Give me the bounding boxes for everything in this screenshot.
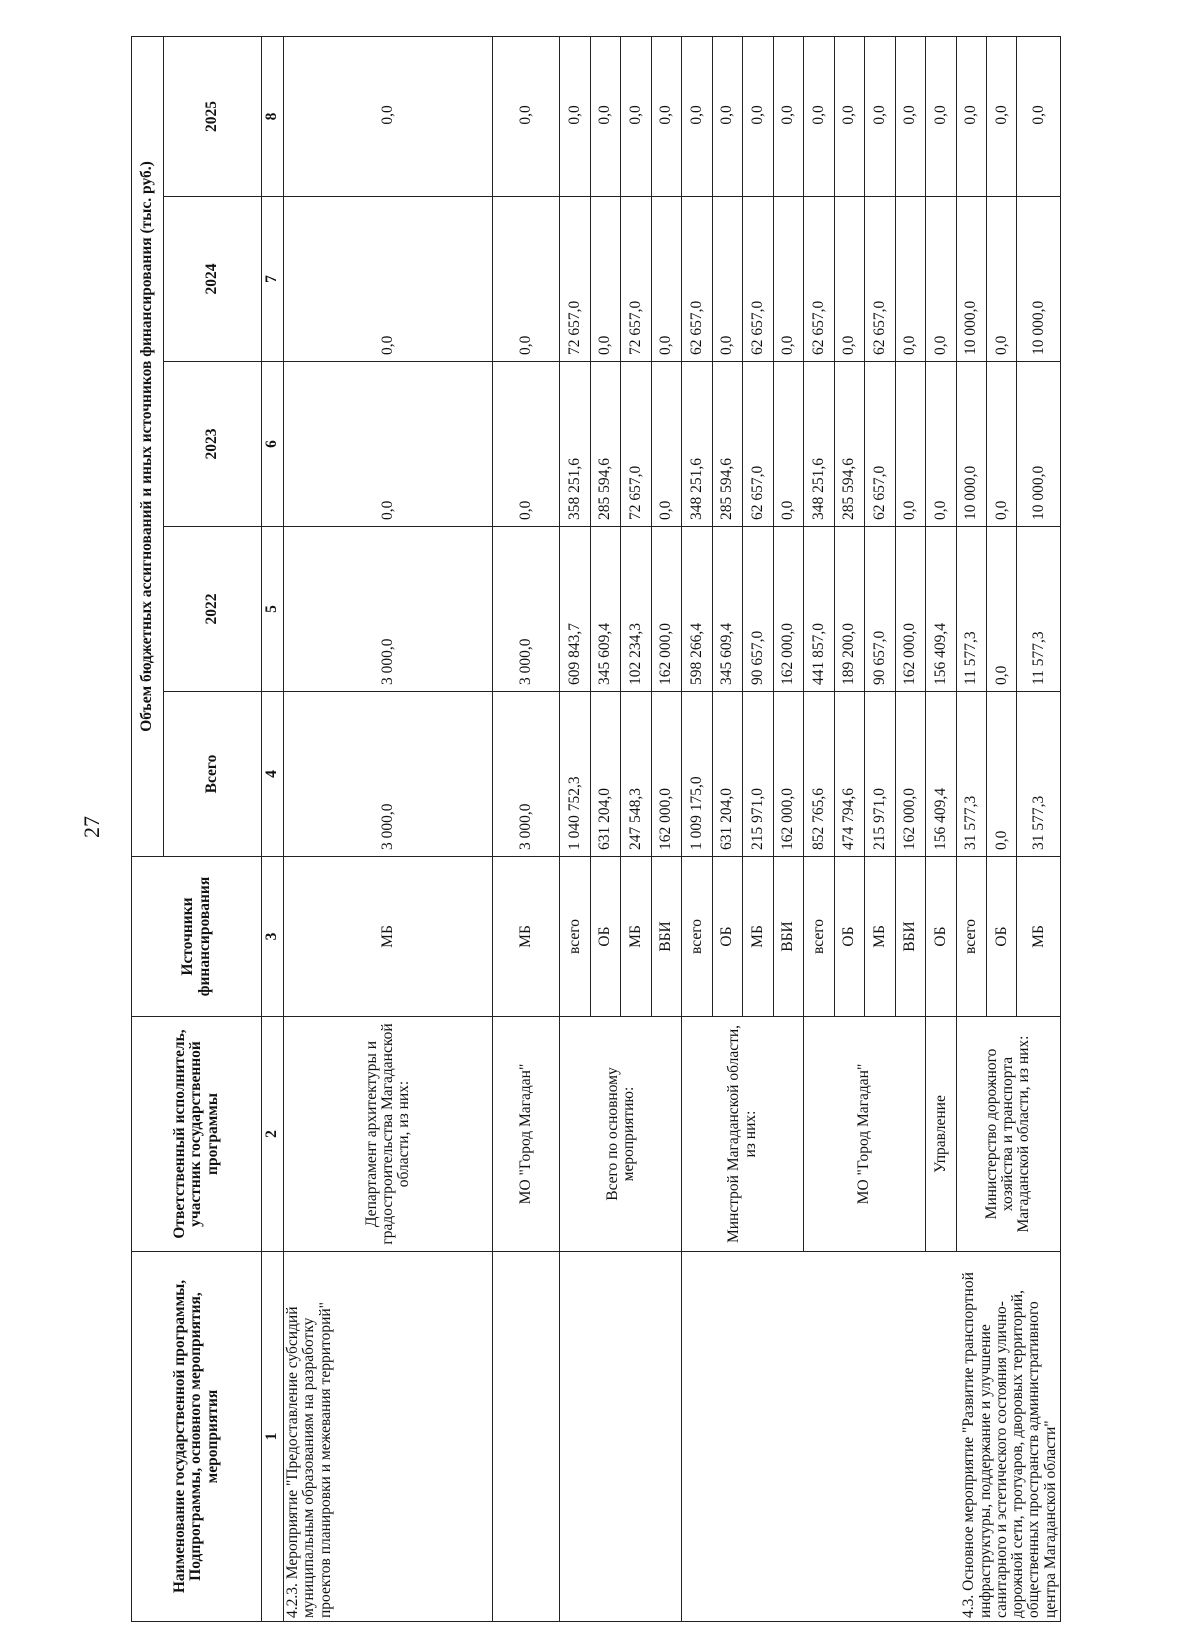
header-year-2023: 2023 (164, 362, 262, 527)
value-cell: 90 657,0 (865, 527, 895, 692)
measure-4-3-name: 4.3. Основное мероприятие "Развитие транспортной инфраструктуры, поддержание и улучшение санитарного и эстетического состояния улично-дорожной сети, тротуаров, дворовых территорий, общественных пространств административного центра Магаданской области" (682, 1252, 1061, 1622)
value-cell: 345 609,4 (712, 527, 742, 692)
source-cell: ОБ (926, 857, 956, 1017)
value-cell: 0,0 (492, 36, 559, 196)
value-cell: 345 609,4 (590, 527, 620, 692)
value-cell: 0,0 (651, 36, 681, 196)
source-cell: МБ (743, 857, 773, 1017)
value-cell: 162 000,0 (651, 692, 681, 857)
value-cell: 348 251,6 (804, 362, 834, 527)
value-cell: 358 251,6 (560, 362, 590, 527)
value-cell: 162 000,0 (773, 692, 803, 857)
value-cell: 156 409,4 (926, 692, 956, 857)
value-cell: 285 594,6 (834, 362, 864, 527)
source-cell: ВБИ (895, 857, 925, 1017)
executor-minstroy: Минстрой Магаданской области, из них: (682, 1017, 804, 1252)
value-cell: 162 000,0 (895, 527, 925, 692)
value-cell: 441 857,0 (804, 527, 834, 692)
value-cell: 0,0 (895, 36, 925, 196)
value-cell: 62 657,0 (865, 197, 895, 362)
value-cell: 0,0 (590, 197, 620, 362)
value-cell: 0,0 (895, 197, 925, 362)
source-cell: ОБ (590, 857, 620, 1017)
value-cell: 0,0 (986, 197, 1016, 362)
value-cell: 72 657,0 (621, 362, 651, 527)
value-cell: 0,0 (834, 36, 864, 196)
value-cell: 3 000,0 (284, 527, 493, 692)
value-cell: 1 009 175,0 (682, 692, 712, 857)
value-cell: 0,0 (492, 197, 559, 362)
source-cell: МБ (621, 857, 651, 1017)
col-number: 6 (262, 362, 284, 527)
value-cell: 0,0 (986, 692, 1016, 857)
name-cell-empty (492, 1252, 559, 1622)
source-cell: МБ (865, 857, 895, 1017)
value-cell: 72 657,0 (560, 197, 590, 362)
header-executor: Ответственный исполнитель, участник государственной программы (132, 1017, 262, 1252)
value-cell: 348 251,6 (682, 362, 712, 527)
value-cell: 31 577,3 (1017, 692, 1061, 857)
source-cell: МБ (492, 857, 559, 1017)
name-cell-empty (560, 1252, 682, 1622)
col-number: 7 (262, 197, 284, 362)
value-cell: 189 200,0 (834, 527, 864, 692)
source-cell: ОБ (986, 857, 1016, 1017)
value-cell: 0,0 (682, 36, 712, 196)
rotated-table-container (131, 37, 1061, 1622)
value-cell: 0,0 (986, 36, 1016, 196)
value-cell: 0,0 (651, 197, 681, 362)
executor-min-road: Министерство дорожного хозяйства и транспорта Магаданской области, из них: (956, 1017, 1061, 1252)
value-cell: 0,0 (834, 197, 864, 362)
value-cell: 10 000,0 (956, 362, 986, 527)
value-cell: 631 204,0 (712, 692, 742, 857)
value-cell: 162 000,0 (895, 692, 925, 857)
value-cell: 0,0 (865, 36, 895, 196)
value-cell: 852 765,6 (804, 692, 834, 857)
value-cell: 62 657,0 (682, 197, 712, 362)
value-cell: 31 577,3 (956, 692, 986, 857)
value-cell: 3 000,0 (492, 692, 559, 857)
header-financing-group: Объем бюджетных ассигнований и иных источников финансирования (тыс. руб.) (132, 36, 164, 856)
header-year-2024: 2024 (164, 197, 262, 362)
value-cell: 609 843,7 (560, 527, 590, 692)
value-cell: 0,0 (492, 362, 559, 527)
value-cell: 0,0 (1017, 36, 1061, 196)
col-number: 3 (262, 857, 284, 1017)
value-cell: 0,0 (986, 527, 1016, 692)
value-cell: 11 577,3 (956, 527, 986, 692)
col-number: 4 (262, 692, 284, 857)
executor-upravlenie: Управление (926, 1017, 956, 1252)
value-cell: 0,0 (560, 36, 590, 196)
source-cell: МБ (284, 857, 493, 1017)
header-name: Наименование государственной программы, Подпрограммы, основного мероприятия, мероприятия (132, 1252, 262, 1622)
value-cell: 62 657,0 (743, 362, 773, 527)
value-cell: 0,0 (621, 36, 651, 196)
source-cell: ВБИ (773, 857, 803, 1017)
header-source: Источники финансирования (132, 857, 262, 1017)
header-year-2025: 2025 (164, 36, 262, 196)
source-cell: МБ (1017, 857, 1061, 1017)
value-cell: 215 971,0 (865, 692, 895, 857)
value-cell: 0,0 (773, 36, 803, 196)
value-cell: 0,0 (986, 362, 1016, 527)
executor-mo-magadan: МО "Город Магадан" (492, 1017, 559, 1252)
value-cell: 10 000,0 (1017, 362, 1061, 527)
value-cell: 0,0 (284, 36, 493, 196)
value-cell: 0,0 (773, 197, 803, 362)
value-cell: 10 000,0 (956, 197, 986, 362)
col-number: 1 (262, 1252, 284, 1622)
value-cell: 0,0 (284, 197, 493, 362)
value-cell: 0,0 (804, 36, 834, 196)
value-cell: 0,0 (284, 362, 493, 527)
value-cell: 62 657,0 (865, 362, 895, 527)
value-cell: 0,0 (712, 36, 742, 196)
value-cell: 62 657,0 (804, 197, 834, 362)
table-row (682, 36, 712, 1621)
value-cell: 162 000,0 (651, 527, 681, 692)
value-cell: 102 234,3 (621, 527, 651, 692)
value-cell: 1 040 752,3 (560, 692, 590, 857)
executor-dept-arch: Департамент архитектуры и градостроительства Магаданской области, из них: (284, 1017, 493, 1252)
value-cell: 474 794,6 (834, 692, 864, 857)
table-row (492, 36, 559, 1621)
value-cell: 631 204,0 (590, 692, 620, 857)
value-cell: 0,0 (926, 197, 956, 362)
value-cell: 3 000,0 (284, 692, 493, 857)
executor-mo-magadan: МО "Город Магадан" (804, 1017, 926, 1252)
table-row (284, 36, 493, 1621)
value-cell: 0,0 (590, 36, 620, 196)
source-cell: всего (560, 857, 590, 1017)
page-number: 27 (79, 816, 104, 838)
header-year-2022: 2022 (164, 527, 262, 692)
value-cell: 0,0 (895, 362, 925, 527)
value-cell: 0,0 (651, 362, 681, 527)
value-cell: 3 000,0 (492, 527, 559, 692)
value-cell: 0,0 (956, 36, 986, 196)
value-cell: 598 266,4 (682, 527, 712, 692)
source-cell: ОБ (834, 857, 864, 1017)
financing-table (131, 36, 1061, 1622)
value-cell: 0,0 (926, 362, 956, 527)
value-cell: 62 657,0 (743, 197, 773, 362)
source-cell: всего (682, 857, 712, 1017)
value-cell: 0,0 (743, 36, 773, 196)
value-cell: 162 000,0 (773, 527, 803, 692)
value-cell: 11 577,3 (1017, 527, 1061, 692)
source-cell: всего (956, 857, 986, 1017)
header-year-total: Всего (164, 692, 262, 857)
source-cell: ВБИ (651, 857, 681, 1017)
value-cell: 0,0 (712, 197, 742, 362)
value-cell: 215 971,0 (743, 692, 773, 857)
value-cell: 247 548,3 (621, 692, 651, 857)
source-cell: всего (804, 857, 834, 1017)
value-cell: 285 594,6 (712, 362, 742, 527)
executor-total-main: Всего по основному мероприятию: (560, 1017, 682, 1252)
table-row (560, 36, 590, 1621)
col-number: 8 (262, 36, 284, 196)
col-number: 5 (262, 527, 284, 692)
col-number: 2 (262, 1017, 284, 1252)
value-cell: 0,0 (926, 36, 956, 196)
source-cell: ОБ (712, 857, 742, 1017)
value-cell: 285 594,6 (590, 362, 620, 527)
measure-4-2-3-name: 4.2.3. Мероприятие "Предоставление субсидий муниципальным образованиям на разработку проектов планировки и межевания территорий" (284, 1252, 493, 1622)
value-cell: 0,0 (773, 362, 803, 527)
value-cell: 72 657,0 (621, 197, 651, 362)
value-cell: 10 000,0 (1017, 197, 1061, 362)
value-cell: 90 657,0 (743, 527, 773, 692)
value-cell: 156 409,4 (926, 527, 956, 692)
